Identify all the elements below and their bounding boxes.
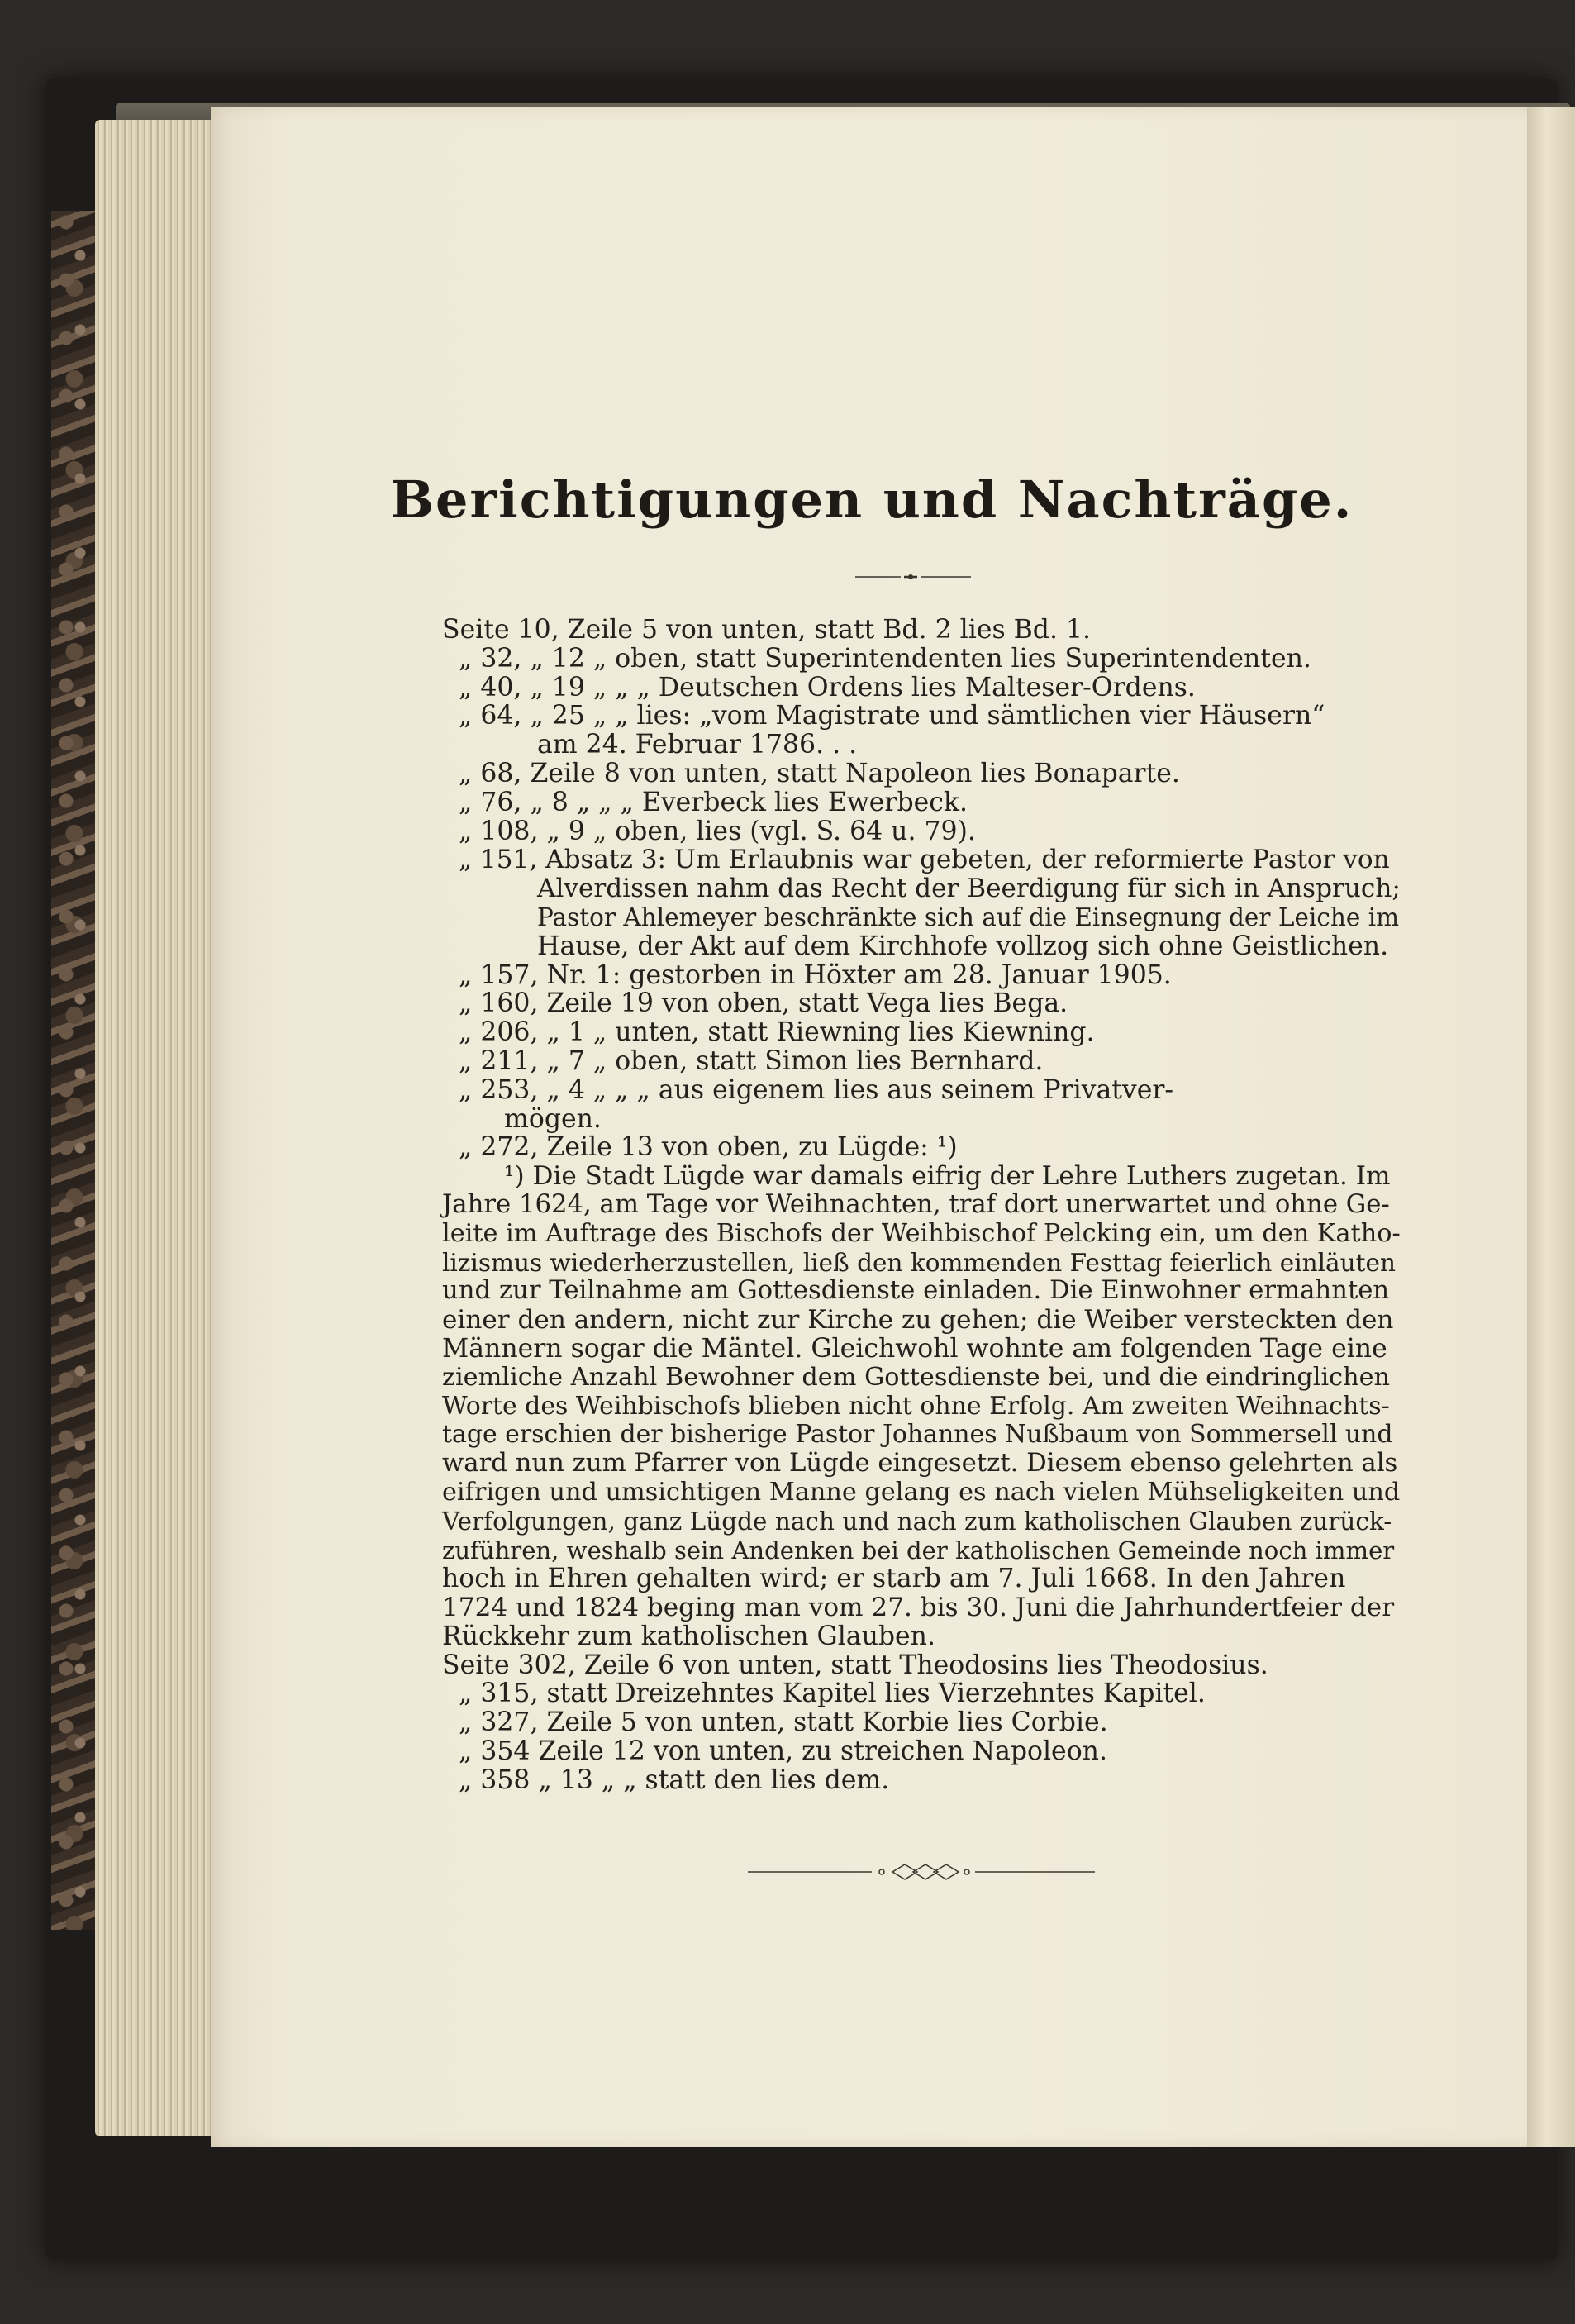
text-line: „ 358 „ 13 „ „ statt den lies dem. bbox=[459, 1764, 890, 1795]
footnote-line: hoch in Ehren gehalten wird; er starb am 7. Juli 1668. In den Jahren bbox=[442, 1564, 1346, 1594]
footnote-line: Männern sogar die Mäntel. Gleichwohl wohnte am folgenden Tage eine bbox=[442, 1333, 1387, 1364]
corrections-list bbox=[442, 616, 1401, 1795]
footnote-line: Worte des Weihbischofs blieben nicht ohne Erfolg. Am zweiten Weihnachts- bbox=[442, 1391, 1390, 1421]
text-line: „ 253, „ 4 „ „ „ aus eigenem lies aus seinem Privatver- bbox=[459, 1074, 1174, 1105]
footnote-line: tage erschien der bisherige Pastor Johannes Nußbaum von Sommersell und bbox=[442, 1420, 1393, 1450]
text-line: „ 32, „ 12 „ oben, statt Superintendenten lies Superintendenten. bbox=[459, 643, 1311, 674]
text-line: „ 327, Zeile 5 von unten, statt Korbie lies Corbie. bbox=[459, 1707, 1108, 1738]
text-line: Pastor Ahlemeyer beschränkte sich auf die Einsegnung der Leiche im bbox=[537, 902, 1400, 931]
text-line: „ 354 Zeile 12 von unten, zu streichen Napoleon. bbox=[459, 1736, 1107, 1767]
text-line: „ 64, „ 25 „ „ lies: „vom Magistrate und sämtlichen vier Häusern“ bbox=[459, 701, 1325, 731]
footnote-line: und zur Teilnahme am Gottesdienste einladen. Die Einwohner ermahnten bbox=[442, 1276, 1390, 1306]
text-line: „ 151, Absatz 3: Um Erlaubnis war gebeten, der reformierte Pastor von bbox=[459, 845, 1390, 875]
footnote-line: eifrigen und umsichtigen Manne gelang es nach vielen Mühseligkeiten und bbox=[442, 1477, 1401, 1507]
text-line: „ 206, „ 1 „ unten, statt Riewning lies Kiewning. bbox=[459, 1017, 1095, 1048]
footnote-line: Verfolgungen, ganz Lügde nach und nach zum katholischen Glauben zurück- bbox=[442, 1507, 1392, 1536]
page-block-edges bbox=[95, 120, 219, 2136]
footnote-line: leite im Auftrage des Bischofs der Weihbischof Pelcking ein, um den Katho- bbox=[442, 1218, 1401, 1248]
text-line: „ 160, Zeile 19 von oben, statt Vega lies Bega. bbox=[459, 988, 1068, 1019]
text-line: „ 68, Zeile 8 von unten, statt Napoleon lies Bonaparte. bbox=[459, 758, 1180, 788]
text-line: mögen. bbox=[504, 1103, 602, 1134]
footnote-line: lizismus wiederherzustellen, ließ den kommenden Festtag feierlich einläuten bbox=[442, 1248, 1396, 1277]
text-line: „ 211, „ 7 „ oben, statt Simon lies Bernhard. bbox=[459, 1045, 1044, 1076]
text-line: „ 315, statt Dreizehntes Kapitel lies Vierzehntes Kapitel. bbox=[459, 1679, 1206, 1709]
page-title: Berichtigungen und Nachträge. bbox=[390, 469, 1354, 530]
text-line: Seite 302, Zeile 6 von unten, statt Theodosins lies Theodosius. bbox=[442, 1650, 1268, 1680]
text-line: „ 272, Zeile 13 von oben, zu Lügde: ¹) bbox=[459, 1132, 958, 1163]
footnote-line: ziemliche Anzahl Bewohner dem Gottesdienste bei, und die eindringlichen bbox=[442, 1362, 1391, 1392]
facing-page-edge bbox=[1527, 107, 1575, 2147]
title-ornament-rule bbox=[851, 569, 975, 585]
text-line: „ 157, Nr. 1: gestorben in Höxter am 28. Januar 1905. bbox=[459, 960, 1172, 990]
text-line: Seite 10, Zeile 5 von unten, statt Bd. 2 lies Bd. 1. bbox=[442, 615, 1092, 645]
text-line: „ 76, „ 8 „ „ „ Everbeck lies Ewerbeck. bbox=[459, 787, 968, 817]
text-line: am 24. Februar 1786. . . bbox=[537, 730, 858, 760]
text-line: „ 108, „ 9 „ oben, lies (vgl. S. 64 u. 79). bbox=[459, 816, 976, 846]
footnote-line: Jahre 1624, am Tage vor Weihnachten, traf dort unerwartet und ohne Ge- bbox=[442, 1189, 1390, 1219]
footnote-line: Rückkehr zum katholischen Glauben. bbox=[442, 1621, 935, 1651]
footnote-line: einer den andern, nicht zur Kirche zu gehen; die Weiber versteckten den bbox=[442, 1305, 1394, 1336]
footnote-line: ¹) Die Stadt Lügde war damals eifrig der Lehre Luthers zugetan. Im bbox=[504, 1161, 1391, 1192]
closing-ornament-rule bbox=[748, 1860, 1095, 1884]
footnote-line: 1724 und 1824 beging man vom 27. bis 30. Juni die Jahrhundertfeier der bbox=[442, 1593, 1395, 1623]
text-line: Alverdissen nahm das Recht der Beerdigung für sich in Anspruch; bbox=[537, 874, 1401, 904]
text-line: „ 40, „ 19 „ „ „ Deutschen Ordens lies Malteser-Ordens. bbox=[459, 672, 1196, 702]
text-line: Hause, der Akt auf dem Kirchhofe vollzog sich ohne Geistlichen. bbox=[537, 931, 1389, 961]
footnote-line: zuführen, weshalb sein Andenken bei der katholischen Gemeinde noch immer bbox=[442, 1536, 1395, 1564]
footnote-line: ward nun zum Pfarrer von Lügde eingesetzt. Diesem ebenso gelehrten als bbox=[442, 1449, 1398, 1479]
